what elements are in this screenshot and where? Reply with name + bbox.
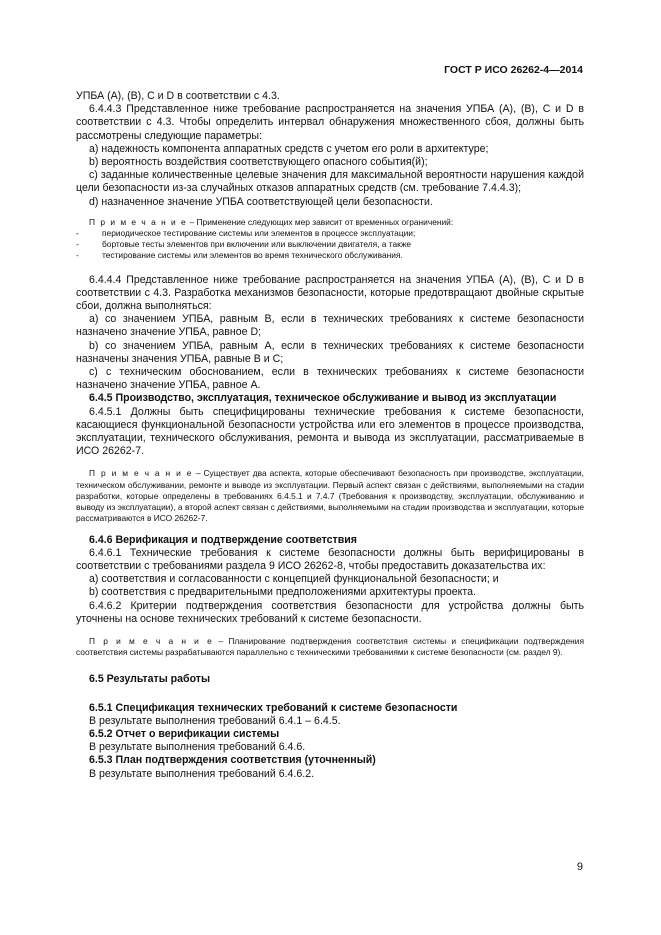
section-heading-6-5-2: 6.5.2 Отчет о верификации системы — [89, 727, 280, 740]
paragraph: В результате выполнения требований 6.4.6.2. — [89, 767, 315, 780]
paragraph-6-4-6-2: 6.4.6.2 Критерии подтверждения соответствия безопасности для устройства должны быть уточнены на основе технических требований к системе безопасности. — [76, 599, 584, 625]
section-heading-6-5-3: 6.5.3 План подтверждения соответствия (уточненный) — [89, 754, 376, 767]
paragraph-6-4-6-1: 6.4.6.1 Технические требования к системе безопасности должны быть верифицированы в соответствии с требованиями раздела 9 ИСО 26262-8, чтобы предоставить доказательства их: — [76, 546, 584, 572]
note-list-item: - тестирование системы или элементов во время технического обслуживания. — [76, 250, 584, 261]
list-item-c: c) заданные количественные целевые значения для максимальной вероятности нарушения каждой цели безопасности из-за случайных отказов аппаратных средств (см. требование 7.4.4.3); — [76, 169, 584, 195]
note-text: – Существует два аспекта, которые обеспечивают безопасность при производстве, эксплуатации, техническом обслуживании, ремонте и выводе из эксплуатации. Первый аспект связан с действиями, выполняемыми на стадии разработки, которые определены в требованиях 6.4.5.1 и 7.4.7 (Требования к производству, эксплуатации, обслуживанию и выводу из эксплуатации), а второй аспект связан с действиями, выполняемыми на стадии производства и эксплуатации, которые рассматриваются в ИСО 26262-7. — [76, 468, 584, 524]
section-heading-6-5: 6.5 Результаты работы — [89, 673, 211, 686]
section-heading-6-5-1: 6.5.1 Спецификация технических требований к системе безопасности — [89, 701, 458, 714]
note-label: П р и м е ч а н и е — [89, 216, 188, 227]
note-3 — [76, 636, 584, 658]
note-1 — [76, 217, 584, 228]
note-list-item: - периодическое тестирование системы или элементов в процессе эксплуатации; — [76, 228, 584, 239]
note-label: П р и м е ч а н и е — [89, 635, 214, 646]
paragraph: В результате выполнения требований 6.4.1 – 6.4.5. — [89, 714, 341, 727]
section-heading-6-4-6: 6.4.6 Верификация и подтверждение соответствия — [89, 533, 357, 546]
list-item-a: а) надежность компонента аппаратных средств с учетом его роли в архитектуре; — [89, 142, 489, 155]
paragraph: УПБА (A), (B), C и D в соответствии с 4.3. — [76, 90, 280, 102]
list-item-a: а) соответствия и согласованности с концепцией функциональной безопасности; и — [89, 573, 499, 586]
list-item-d: d) назначенное значение УПБА соответствующей цели безопасности. — [89, 195, 433, 208]
note-list-item: - бортовые тесты элементов при включении или выключении двигателя, а также — [76, 239, 584, 250]
document-body — [76, 90, 584, 781]
note-2 — [76, 468, 584, 524]
list-item-b: b) соответствия с предварительными предположениями архитектуры проекта. — [89, 586, 476, 599]
document-header-code: ГОСТ Р ИСО 26262-4—2014 — [444, 64, 583, 76]
page-number: 9 — [576, 861, 583, 873]
paragraph-6-4-4-4: 6.4.4.4 Представленное ниже требование распространяется на значения УПБА (A), (B), C и D в соответствии с 4.3. Разработка механизмов безопасности, которые предотвращают двойные скрытые сбои, должна выполняться: — [76, 273, 584, 313]
paragraph: В результате выполнения требований 6.4.6. — [89, 741, 306, 754]
list-item-b: b) со значением УПБА, равным A, если в технических требованиях к системе безопасности назначены значения УПБА, равные B и C; — [76, 339, 584, 365]
list-item-a: а) со значением УПБА, равным B, если в технических требованиях к системе безопасности назначено значение УПБА, равное D; — [76, 313, 584, 339]
list-item-c: c) с техническим обоснованием, если в технических требованиях к системе безопасности назначено значение УПБА, равное A. — [76, 366, 584, 392]
note-text: – Применение следующих мер зависит от временных ограничений: — [187, 216, 454, 227]
note-label: П р и м е ч а н и е — [89, 468, 193, 479]
paragraph-6-4-5-1: 6.4.5.1 Должны быть специфицированы технические требования к системе безопасности, касающиеся функциональной безопасности устройства или его элементов в процессе производства, эксплуатации, технического обслуживания, ремонта и вывода из эксплуатации, рассматриваемые в ИСО 26262-7. — [76, 405, 584, 458]
list-item-b: b) вероятность воздействия соответствующего опасного события(й); — [89, 156, 428, 169]
paragraph-6-4-4-3: 6.4.4.3 Представленное ниже требование распространяется на значения УПБА (A), (B), C и D в соответствии с 4.3. Чтобы определить интервал обнаружения множественного сбоя, должны быть рассмотрены следующие параметры: — [76, 103, 584, 142]
section-heading-6-4-5: 6.4.5 Производство, эксплуатация, техническое обслуживание и вывод из эксплуатации — [89, 392, 557, 405]
note-text: – Планирование подтверждения соответствия системы и спецификации подтверждения соответствия системы разрабатываются параллельно с техническими требованиями к системе безопасности (см. раздел 9). — [76, 635, 585, 658]
